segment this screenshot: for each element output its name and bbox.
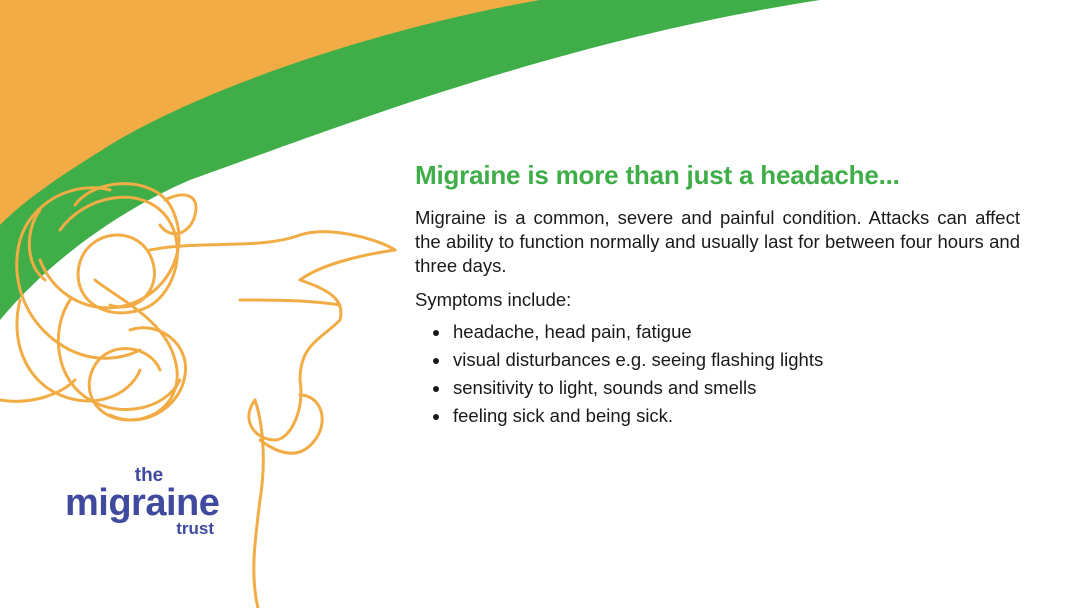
logo-line-migraine: migraine [65, 482, 220, 524]
logo-line-the: the [134, 465, 164, 486]
migraine-trust-logo [64, 466, 234, 538]
symptoms-label: Symptoms include: [415, 289, 572, 310]
symptom-item: • feeling sick and being sick. [451, 402, 1020, 430]
logo-line-trust: trust [176, 519, 214, 538]
symptom-item: • headache, head pain, fatigue [451, 318, 1020, 346]
symptom-item: • sensitivity to light, sounds and smells [451, 374, 1020, 402]
main-content [415, 158, 1020, 430]
symptom-list [415, 318, 1020, 430]
intro-paragraph: Migraine is a common, severe and painful condition. Attacks can affect the ability to function normally and usually last for between four hours and three days. [415, 207, 1020, 276]
symptom-item: • visual disturbances e.g. seeing flashing lights [451, 346, 1020, 374]
headline: Migraine is more than just a headache... [415, 160, 900, 190]
